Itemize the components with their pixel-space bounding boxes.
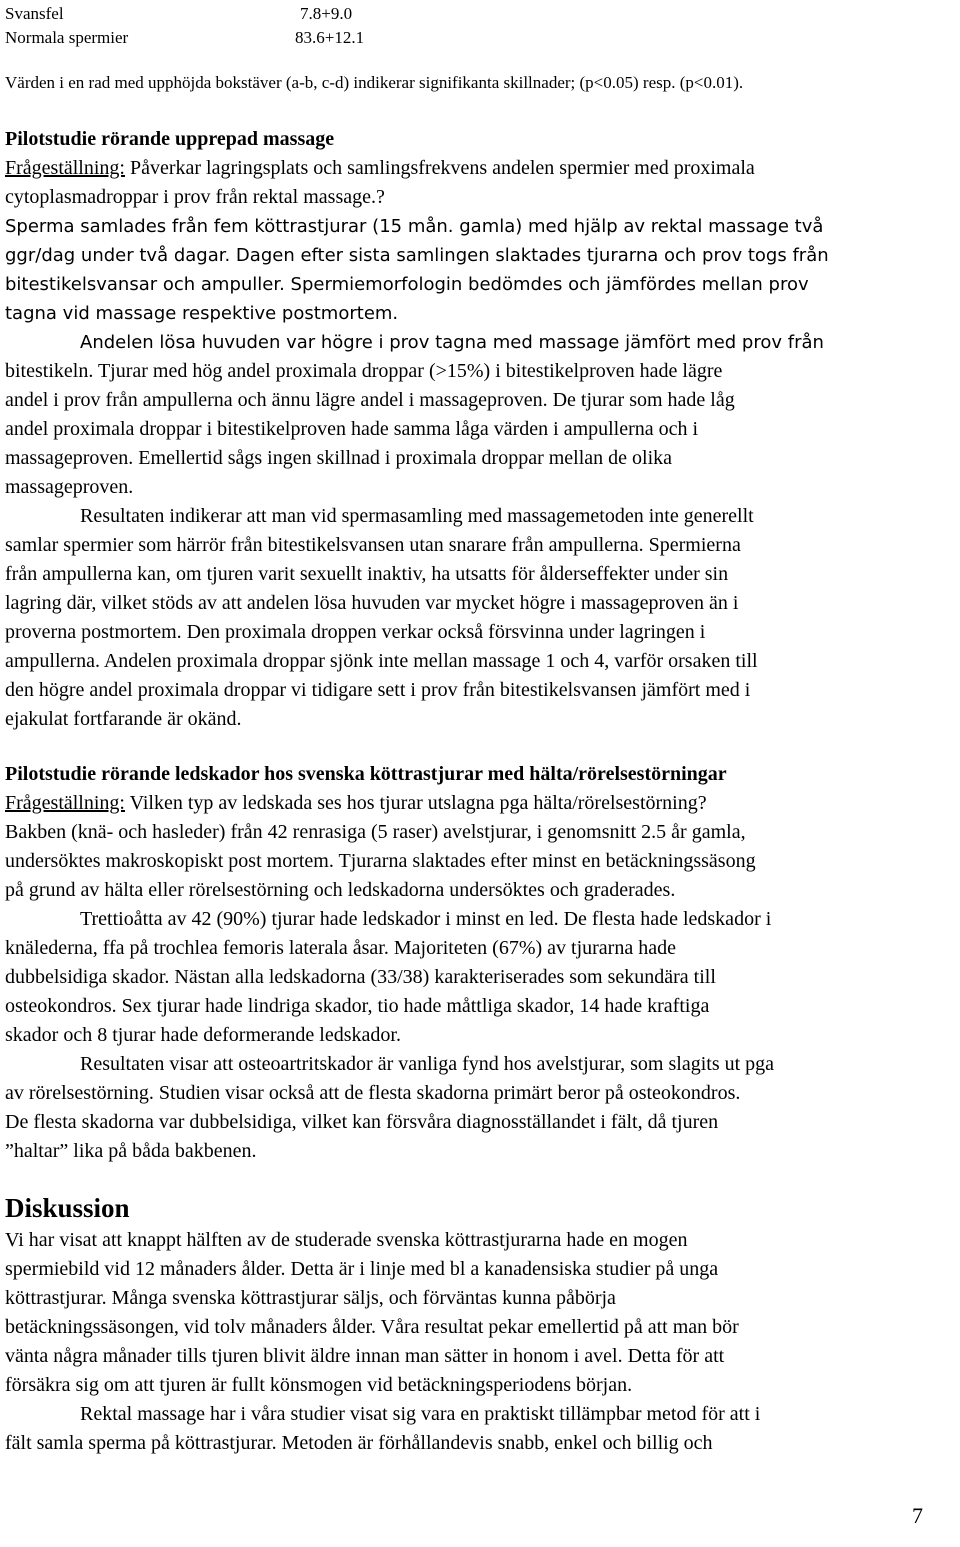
paragraph-line: Påverkar lagringsplats och samlingsfrekvens andelen spermier med proximala (124, 157, 755, 179)
paragraph-line: bitestikeln. Tjurar med hög andel proximala droppar (>15%) i bitestikelproven hade lägre (5, 360, 723, 382)
table-footnote: Värden i en rad med upphöjda bokstäver (a-b, c-d) indikerar signifikanta skillnader; (p<0.05) resp. (p<0.01). (5, 73, 744, 92)
paragraph-line: cytoplasmadroppar i prov från rektal massage.? (5, 186, 385, 208)
paragraph-line: osteokondros. Sex tjurar hade lindriga skador, tio hade måttliga skador, 14 hade kraftiga (5, 995, 710, 1017)
paragraph-line: ejakulat fortfarande är okänd. (5, 708, 242, 730)
paragraph-line: Vi har visat att knappt hälften av de studerade svenska köttrastjurarna hade en mogen (5, 1229, 688, 1251)
paragraph-line: De flesta skadorna var dubbelsidiga, vilket kan försvåra diagnosställandet i fält, då tjuren (5, 1111, 719, 1133)
question-label: Frågeställning: (5, 792, 125, 814)
section-pilot-massage (5, 125, 955, 734)
table-row-value: 83.6+12.1 (295, 28, 365, 47)
paragraph-line: ggr/dag under två dagar. Dagen efter sista samlingen slaktades tjurarna och prov togs från (5, 245, 829, 266)
paragraph-line: fält samla sperma på köttrastjurar. Metoden är förhållandevis snabb, enkel och billig och (5, 1432, 713, 1454)
paragraph-line: samlar spermier som härrör från bitestikelsvansen utan snarare från ampullerna. Spermierna (5, 534, 741, 556)
paragraph-line: Resultaten visar att osteoartritskador är vanliga fynd hos avelstjurar, som slagits ut pga (80, 1053, 775, 1075)
paragraph-line: köttrastjurar. Många svenska köttrastjurar säljs, och förväntas kunna påbörja (5, 1287, 616, 1309)
paragraph-line: andel i prov från ampullerna och ännu lägre andel i massageproven. De tjurar som hade låg (5, 389, 735, 411)
paragraph-line: Bakben (knä- och hasleder) från 42 renrasiga (5 raser) avelstjurar, i genomsnitt 2.5 år gamla, (5, 821, 746, 843)
paragraph-line: ”haltar” lika på båda bakbenen. (5, 1140, 257, 1162)
paragraph-line: Andelen lösa huvuden var högre i prov tagna med massage jämfört med prov från (80, 332, 824, 353)
paragraph-line: lagring där, vilket stöds av att andelen lösa huvuden var mycket högre i massageproven än i (5, 592, 739, 614)
page-number: 7 (912, 1503, 923, 1528)
paragraph-line: av rörelsestörning. Studien visar också att de flesta skadorna primärt beror på osteokondros. (5, 1082, 741, 1104)
paragraph-line: betäckningssäsongen, vid tolv månaders ålder. Våra resultat pekar emellertid på att man bör (5, 1316, 739, 1338)
paragraph-line: spermiebild vid 12 månaders ålder. Detta är i linje med bl a kanadensiska studier på unga (5, 1258, 719, 1280)
paragraph-line: på grund av hälta eller rörelsestörning och ledskadorna undersöktes och graderades. (5, 879, 676, 901)
section-title: Pilotstudie rörande upprepad massage (5, 128, 335, 150)
paragraph-line: andel proximala droppar i bitestikelproven hade samma låga värden i ampullerna och i (5, 418, 699, 440)
paragraph-line: vänta några månader tills tjuren blivit äldre innan man sätter in honom i avel. Detta för att (5, 1345, 725, 1367)
paragraph-line: bitestikelsvansar och ampuller. Spermiemorfologin bedömdes och jämfördes mellan prov (5, 274, 809, 295)
table-row-label: Svansfel (5, 4, 64, 23)
paragraph-line: Trettioåtta av 42 (90%) tjurar hade ledskador i minst en led. De flesta hade ledskador i (80, 908, 772, 930)
paragraph-line: försäkra sig om att tjuren är fullt könsmogen vid betäckningsperiodens början. (5, 1374, 633, 1396)
paragraph-line: ampullerna. Andelen proximala droppar sjönk inte mellan massage 1 och 4, varför orsaken till (5, 650, 758, 672)
section-title: Pilotstudie rörande ledskador hos svenska köttrastjurar med hälta/rörelsestörningar (5, 763, 727, 785)
table-row-value: 7.8+9.0 (300, 4, 353, 23)
paragraph-line: undersöktes makroskopiskt post mortem. Tjurarna slaktades efter minst en betäckningssäsong (5, 850, 756, 872)
paragraph-line: Vilken typ av ledskada ses hos tjurar utslagna pga hälta/rörelsestörning? (124, 792, 707, 814)
paragraph-line: Resultaten indikerar att man vid spermasamling med massagemetoden inte generellt (80, 505, 754, 527)
section-discussion (5, 1226, 955, 1458)
paragraph-line: Rektal massage har i våra studier visat sig vara en praktiskt tillämpbar metod för att i (80, 1403, 761, 1425)
paragraph-line: massageproven. Emellertid sågs ingen skillnad i proximala droppar mellan de olika (5, 447, 673, 469)
paragraph-line: dubbelsidiga skador. Nästan alla ledskadorna (33/38) karakteriserades som sekundära till (5, 966, 716, 988)
paragraph-line: från ampullerna kan, om tjuren varit sexuellt inaktiv, ha utsatts för ålderseffekter under sin (5, 563, 729, 585)
discussion-heading: Diskussion (5, 1193, 130, 1223)
paragraph-line: tagna vid massage respektive postmortem. (5, 303, 399, 324)
section-pilot-joint-damage (5, 760, 955, 1166)
table-row-label: Normala spermier (5, 28, 129, 47)
paragraph-line: skador och 8 tjurar hade deformerande ledskador. (5, 1024, 401, 1046)
question-label: Frågeställning: (5, 157, 125, 179)
paragraph-line: den högre andel proximala droppar vi tidigare sett i prov från bitestikelsvansen jämfört med i (5, 679, 751, 701)
paragraph-line: Sperma samlades från fem köttrastjurar (15 mån. gamla) med hjälp av rektal massage två (5, 216, 824, 237)
paragraph-line: knälederna, ffa på trochlea femoris laterala åsar. Majoriteten (67%) av tjurarna hade (5, 937, 676, 959)
paragraph-line: proverna postmortem. Den proximala droppen verkar också försvinna under lagringen i (5, 621, 706, 643)
paragraph-line: massageproven. (5, 476, 134, 498)
